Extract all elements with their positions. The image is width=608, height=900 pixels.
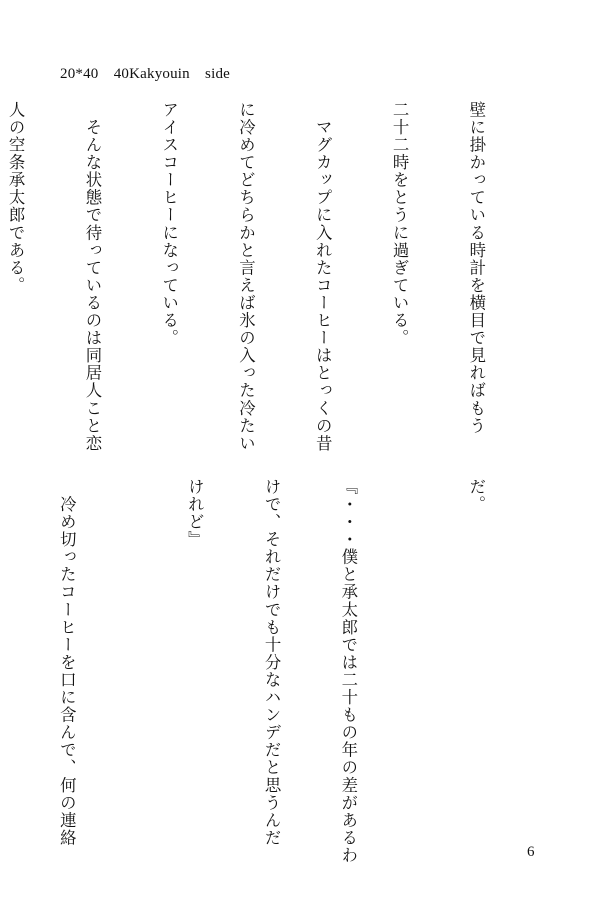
text-line: 人の空条承太郎である。 xyxy=(6,101,26,295)
text-line: 壁に掛かっている時計を横目で見ればもう xyxy=(466,101,486,435)
text-line: けで、それだけでも十分なハンデだと思うんだ xyxy=(262,478,282,847)
text-line: 二十二時をとうに過ぎている。 xyxy=(390,101,410,347)
text-line: マグカップに入れたコーヒーはとっくの昔 xyxy=(313,101,333,452)
text-line: だ。 xyxy=(466,478,486,514)
text-line: けれど』 xyxy=(185,478,205,549)
text-block-bottom xyxy=(57,478,540,865)
page-header: 20*40 40Kakyouin side xyxy=(60,66,231,82)
text-line: に冷めてどちらかと言えば氷の入った冷たい xyxy=(236,101,256,452)
text-line: そんな状態で待っているのは同居人こと恋 xyxy=(82,101,102,452)
text-line: 『・・・僕と承太郎では二十もの年の差があるわ xyxy=(338,478,358,865)
text-line: アイスコーヒーになっている。 xyxy=(159,101,179,347)
page-number: 6 xyxy=(527,844,535,860)
text-block-top xyxy=(6,101,540,473)
text-line xyxy=(0,478,3,850)
text-line: 冷め切ったコーヒーを口に含んで、何の連絡 xyxy=(57,478,77,847)
